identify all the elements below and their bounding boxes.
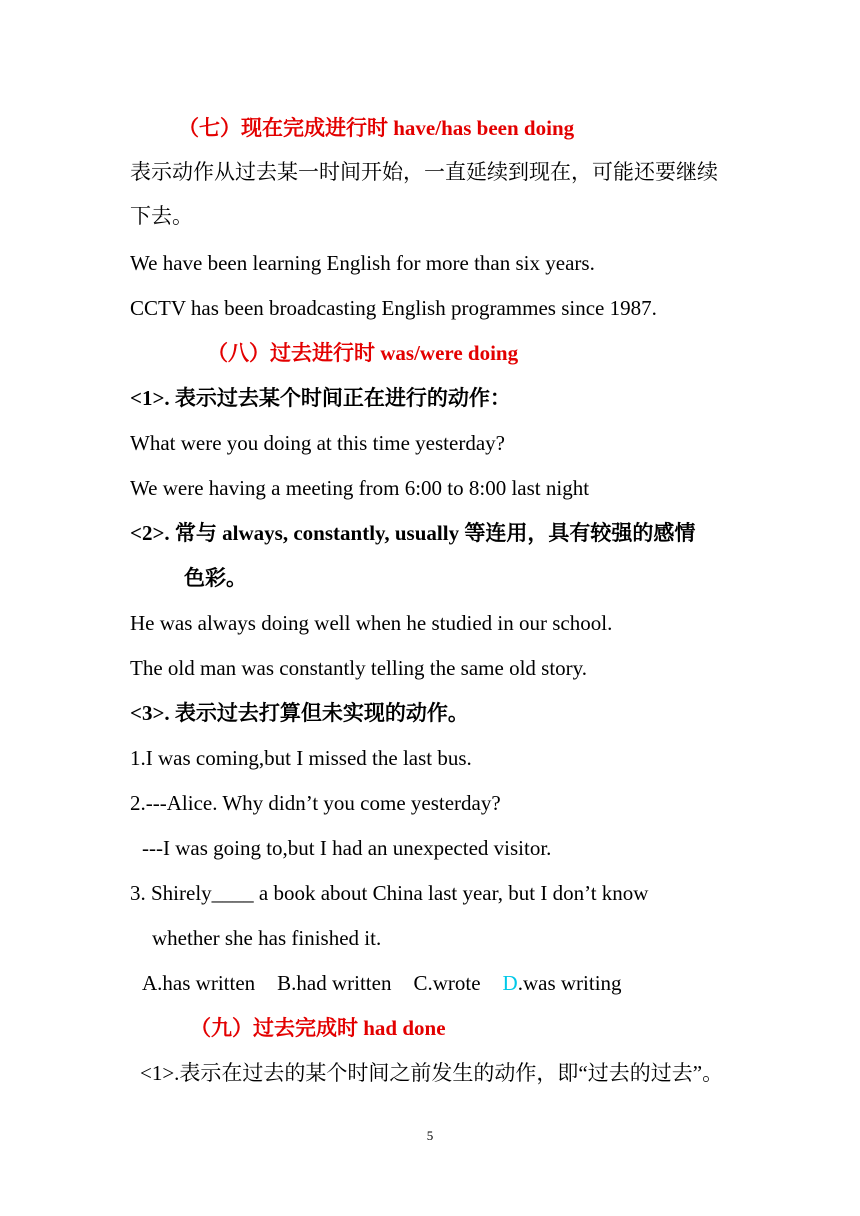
option-c: C.wrote [413, 971, 481, 995]
option-a: A.has written [142, 971, 256, 995]
option-b: B.had written [277, 971, 392, 995]
section-7-example-1: We have been learning English for more than six years. [130, 251, 595, 275]
section-8-point-1-example-1: What were you doing at this time yesterday? [130, 431, 505, 455]
section-8-point-2-example-1: He was always doing well when he studied in our school. [130, 611, 613, 635]
option-d-text: .was writing [517, 971, 622, 995]
section-8-point-1-example-2: We were having a meeting from 6:00 to 8:00 last night [130, 476, 590, 500]
question-3-cont: whether she has finished it. [152, 926, 382, 950]
section-8-point-2-cont: 色彩。 [184, 566, 247, 590]
question-3: 3. Shirely____ a book about China last year, but I don’t know [130, 881, 649, 905]
section-8-point-1: <1>. 表示过去某个时间正在进行的动作： [130, 386, 511, 410]
section-8-point-3-example-1: 1.I was coming,but I missed the last bus. [130, 746, 472, 770]
section-8-point-3-example-3: ---I was going to,but I had an unexpected visitor. [142, 836, 552, 860]
section-7-heading: （七）现在完成进行时 have/has been doing [178, 116, 575, 140]
section-8-point-3: <3>. 表示过去打算但未实现的动作。 [130, 701, 469, 725]
section-7-description-cont: 下去。 [130, 204, 193, 228]
section-8-point-2: <2>. 常与 always, constantly, usually 等连用，具有较强的感情 [130, 521, 696, 545]
option-d-letter: D [502, 971, 518, 995]
question-3-options [142, 968, 622, 998]
page-number: 5 [426, 1128, 434, 1143]
section-8-point-3-example-2: 2.---Alice. Why didn’t you come yesterday? [130, 791, 501, 815]
section-9-heading: （九）过去完成时 had done [190, 1016, 446, 1040]
section-9-point-1: <1>.表示在过去的某个时间之前发生的动作，即“过去的过去”。 [140, 1061, 724, 1085]
section-8-heading: （八）过去进行时 was/were doing [207, 341, 519, 365]
section-8-point-2-example-2: The old man was constantly telling the same old story. [130, 656, 588, 680]
section-7-description: 表示动作从过去某一时间开始，一直延续到现在，可能还要继续 [130, 160, 718, 184]
section-7-example-2: CCTV has been broadcasting English programmes since 1987. [130, 296, 657, 320]
